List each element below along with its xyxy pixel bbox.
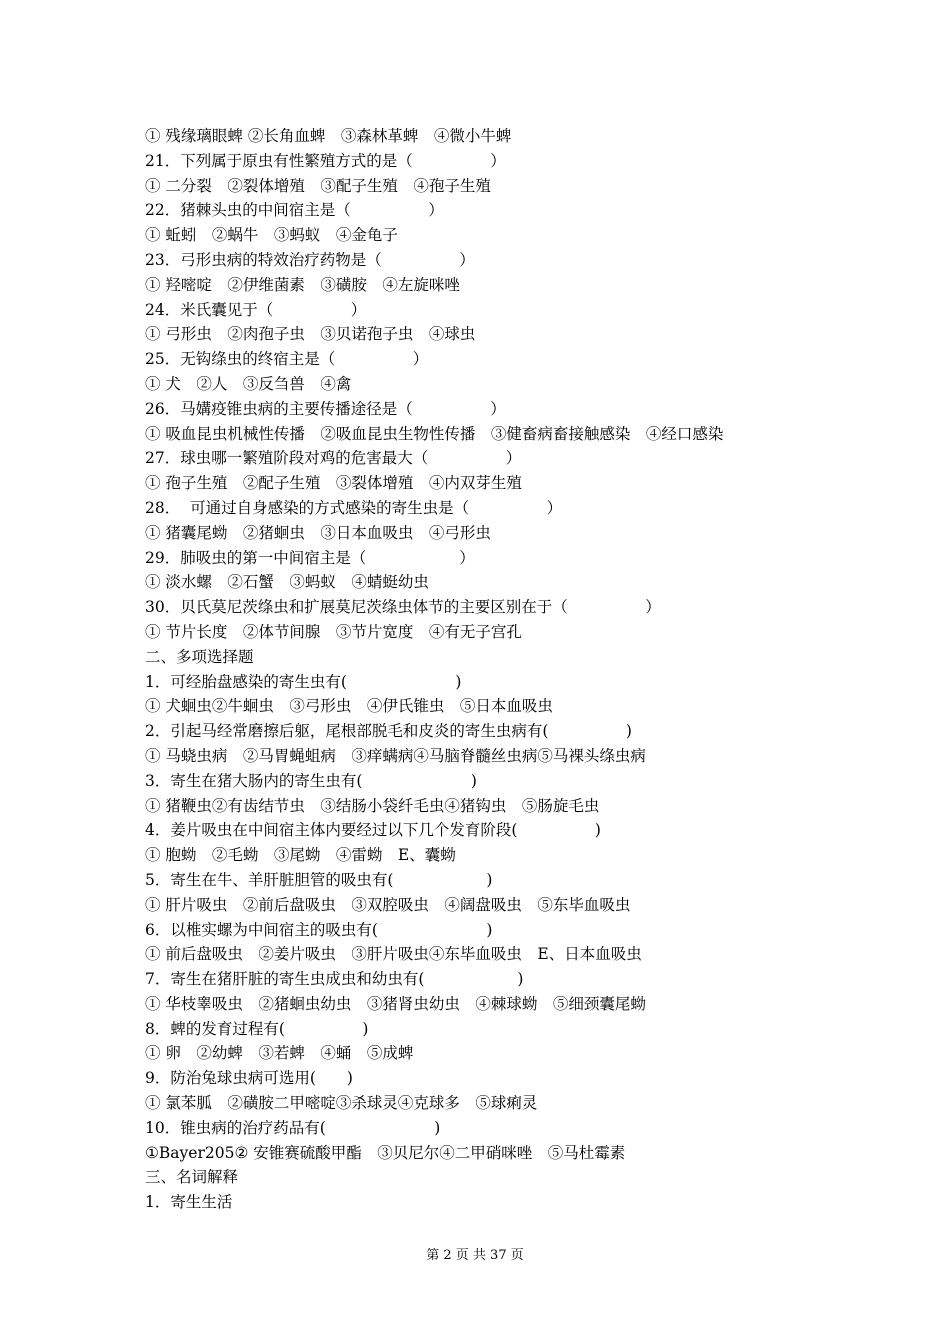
text-line: 9．防治兔球虫病可选用( ) — [145, 1069, 353, 1088]
text-line: ① 犬 ②人 ③反刍兽 ④禽 — [145, 374, 352, 393]
text-line: ① 猪鞭虫②有齿结节虫 ③结肠小袋纤毛虫④猪钩虫 ⑤肠旋毛虫 — [145, 796, 600, 815]
text-line: ①Bayer205② 安锥赛硫酸甲酯 ③贝尼尔④二甲硝咪唑 ⑤马杜霉素 — [145, 1143, 626, 1162]
text-line: ① 羟嘧啶 ②伊维菌素 ③磺胺 ④左旋咪唑 — [145, 275, 460, 294]
text-line: ① 华枝睾吸虫 ②猪蛔虫幼虫 ③猪肾虫幼虫 ④棘球蚴 ⑤细颈囊尾蚴 — [145, 994, 646, 1013]
text-line: ① 孢子生殖 ②配子生殖 ③裂体增殖 ④内双芽生殖 — [145, 474, 522, 493]
text-line: 三、名词解释 — [145, 1168, 239, 1187]
text-line: 5．寄生在牛、羊肝脏胆管的吸虫有( ) — [145, 870, 493, 889]
text-line: ① 节片长度 ②体节间腺 ③节片宽度 ④有无子宫孔 — [145, 622, 522, 641]
text-line: 25．无钩绦虫的终宿主是（ ） — [145, 350, 429, 369]
text-line: ① 胞蚴 ②毛蚴 ③尾蚴 ④雷蚴 E、囊蚴 — [145, 846, 456, 865]
text-line: ① 氯苯胍 ②磺胺二甲嘧啶③杀球灵④克球多 ⑤球痢灵 — [145, 1094, 538, 1113]
text-line: 1．寄生生活 — [145, 1193, 233, 1212]
text-line: 8．蜱的发育过程有( ) — [145, 1019, 369, 1038]
text-line: 6．以椎实螺为中间宿主的吸虫有( ) — [145, 920, 493, 939]
text-line: 30．贝氏莫尼茨绦虫和扩展莫尼茨绦虫体节的主要区别在于（ ） — [145, 598, 661, 617]
text-line: 24．米氏囊见于（ ） — [145, 300, 367, 319]
text-line: 10．锥虫病的治疗药品有( ) — [145, 1118, 441, 1137]
text-line: 28． 可通过自身感染的方式感染的寄生虫是（ ） — [145, 498, 563, 517]
text-line: ① 犬蛔虫②牛蛔虫 ③弓形虫 ④伊氏锥虫 ⑤日本血吸虫 — [145, 697, 553, 716]
text-line: ① 前后盘吸虫 ②姜片吸虫 ③肝片吸虫④东毕血吸虫 E、日本血吸虫 — [145, 945, 642, 964]
text-line: 23．弓形虫病的特效治疗药物是（ ） — [145, 250, 475, 269]
text-line: ① 二分裂 ②裂体增殖 ③配子生殖 ④孢子生殖 — [145, 176, 491, 195]
page-footer: 第 2 页 共 37 页 — [426, 1248, 524, 1263]
text-line: 3．寄生在猪大肠内的寄生虫有( ) — [145, 771, 477, 790]
text-line: 二、多项选择题 — [145, 647, 254, 666]
text-line: 29．肺吸虫的第一中间宿主是（ ） — [145, 548, 475, 567]
text-line: 2．引起马经常磨擦后躯，尾根部脱毛和皮炎的寄生虫病有( ) — [145, 722, 632, 741]
text-line: ① 卵 ②幼蜱 ③若蜱 ④蛹 ⑤成蜱 — [145, 1044, 414, 1063]
text-line: 22．猪棘头虫的中间宿主是（ ） — [145, 201, 444, 220]
text-line: 4．姜片吸虫在中间宿主体内要经过以下几个发育阶段( ) — [145, 821, 601, 840]
text-line: ① 淡水螺 ②石蟹 ③蚂蚁 ④蜻蜓幼虫 — [145, 573, 429, 592]
question-list — [145, 124, 845, 1215]
text-line: ① 蚯蚓 ②蜗牛 ③蚂蚁 ④金龟子 — [145, 226, 398, 245]
text-line: ① 弓形虫 ②肉孢子虫 ③贝诺孢子虫 ④球虫 — [145, 325, 476, 344]
text-line: 21．下列属于原虫有性繁殖方式的是（ ） — [145, 151, 506, 170]
text-line: ① 肝片吸虫 ②前后盘吸虫 ③双腔吸虫 ④阔盘吸虫 ⑤东毕血吸虫 — [145, 895, 631, 914]
text-line: 1．可经胎盘感染的寄生虫有( ) — [145, 672, 462, 691]
text-line: 26．马媾疫锥虫病的主要传播途径是（ ） — [145, 399, 506, 418]
text-line: ① 猪囊尾蚴 ②猪蛔虫 ③日本血吸虫 ④弓形虫 — [145, 523, 491, 542]
text-line: ① 吸血昆虫机械性传播 ②吸血昆虫生物性传播 ③健畜病畜接触感染 ④经口感染 — [145, 424, 724, 443]
text-line: ① 马蛲虫病 ②马胃蝇蛆病 ③痒螨病④马脑脊髓丝虫病⑤马裸头绦虫病 — [145, 746, 646, 765]
text-line: ① 残缘璃眼蜱 ②长角血蜱 ③森林革蜱 ④微小牛蜱 — [145, 127, 512, 145]
text-line: 27．球虫哪一繁殖阶段对鸡的危害最大（ ） — [145, 449, 522, 468]
text-line: 7．寄生在猪肝脏的寄生虫成虫和幼虫有( ) — [145, 970, 524, 989]
